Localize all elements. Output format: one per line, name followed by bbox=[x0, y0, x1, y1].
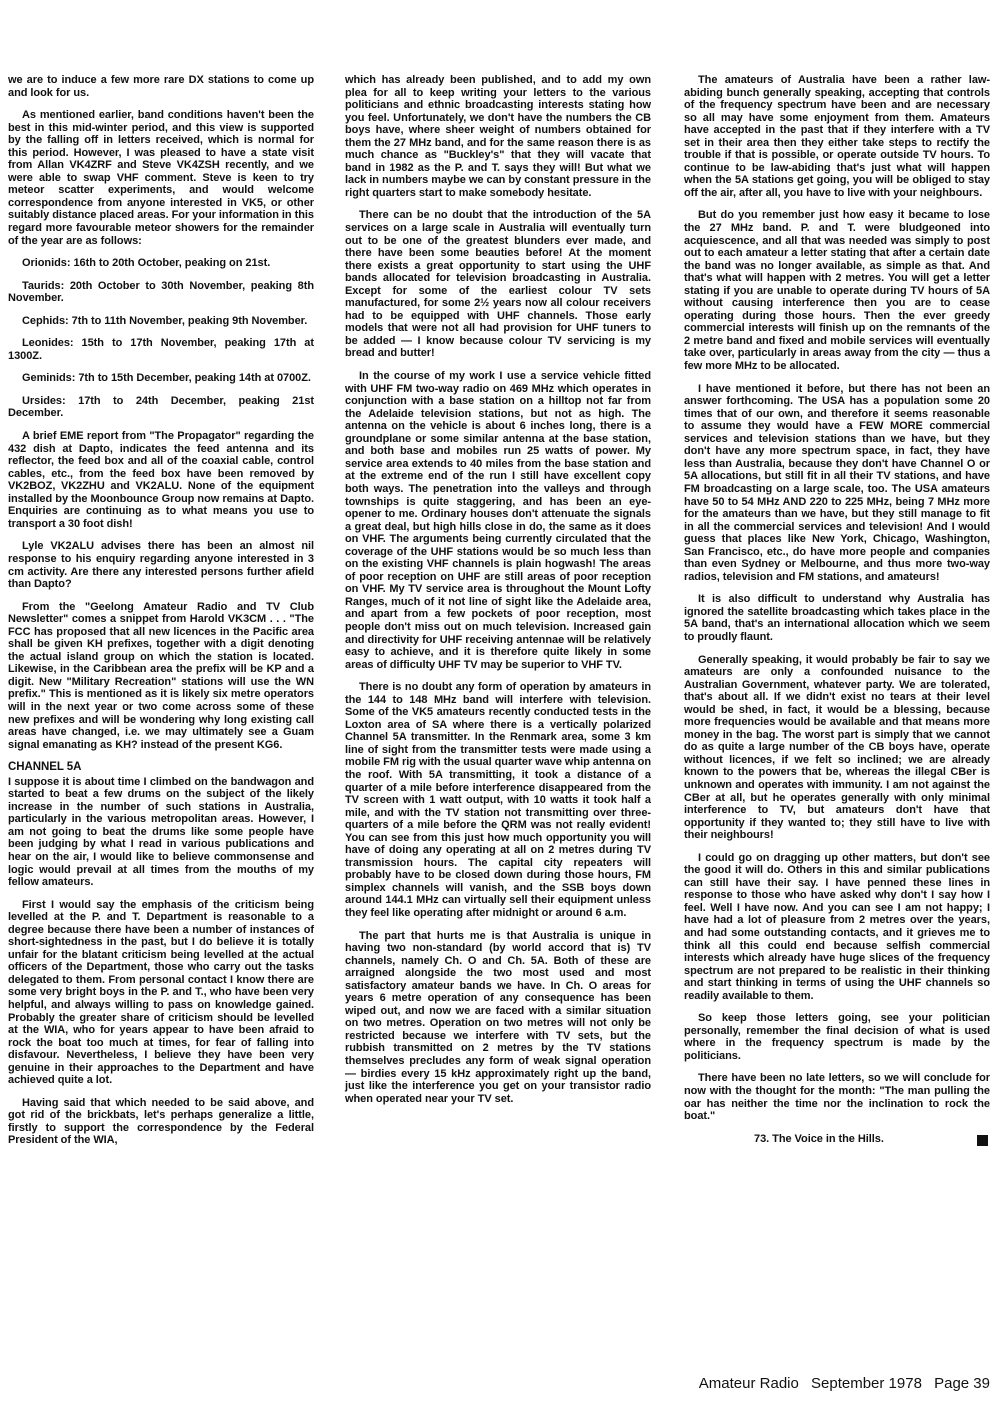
footer-page-number: Page 39 bbox=[934, 1375, 990, 1392]
paragraph: I could go on dragging up other matters, but don't see the good it will do. Others in this and similar publications can still have their say. I have penned these lines in response to those who have asked why don't I say how I feel. Well I have now. And you can see I am not happy; I have had a lot of pleasure from 2 metres over the years, and had some outstanding contacts, and it grieves me to think all this could end because selfish commercial interests which already have huge slices of the frequency spectrum are not prepared to be realistic in their thinking and start thinking in terms of using the UHF channels so readily available to them. bbox=[684, 851, 990, 1002]
paragraph: In the course of my work I use a service vehicle fitted with UHF FM two-way radio on 469 MHz which operates in conjunction with a base station on a hilltop not far from the Adelaide television stations, but not as high. The antenna on the vehicle is about 6 inches long, there is a groundplane or some similar antenna at the base station, and both base and mobiles run 25 watts of power. My service area extends to 40 miles from the base station and at the extreme end of the run I still have excellent copy both ways. The penetration into the valleys and through townships is quite staggering, and has been an eye-opener to me. Ordinary houses don't attenuate the signals a great deal, but high hills close in do, the same as it does on VHF. The arguments being currently circulated that the coverage of the UHF stations would be so much less than on the existing VHF channels is plain hogwash! The areas of poor reception on UHF are still areas of poor reception on VHF. My TV service area is throughout the Mount Lofty Ranges, much of it not line of sight like the Adelaide area, and apart from a few pockets of poor reception, most people don't miss out on much television. Increased gain and directivity for UHF receiving antennae will be relatively easy to achieve, and it is therefore quite likely in some areas of difficulty UHF TV may be superior to VHF TV. bbox=[345, 370, 651, 671]
column-3 bbox=[684, 74, 990, 1145]
paragraph: But do you remember just how easy it became to lose the 27 MHz band. P. and T. were bludgeoned into acquiescence, and all that was needed was simply to post out to each amateur a letter stating that after a certain date the band was no longer available, as simple as that. And that's what will happen with 2 metres. You will get a letter stating if you are unable to operate during TV hours of 5A without causing interference then you are to cease operating during those hours. Then the ever greedy commercial interests will finish up on the remnants of the 2 metre band and fixed and mobile services will eventually take over, particularly in areas away from the city — thus a few more MHz to be allocated. bbox=[684, 209, 990, 373]
paragraph: we are to induce a few more rare DX stations to come up and look for us. bbox=[8, 74, 314, 99]
section-heading: CHANNEL 5A bbox=[8, 761, 82, 774]
paragraph: The amateurs of Australia have been a rather law-abiding bunch generally speaking, accepting that controls of the frequency spectrum have been and are necessary so all may have some enjoyment from them. Amateurs have accepted in the past that if they interfere with a TV set in their area then they either take steps to rectify the trouble if that is possible, or operate outside TV hours. To continue to be law-abiding that's just what will happen when the 5A stations get going, you will be obliged to stay off the air, after all, you have to live with your neighbours. bbox=[684, 74, 990, 199]
paragraph: There have been no late letters, so we will conclude for now with the thought for the month: "The man pulling the oar has neither the time nor the inclination to rock the boat." bbox=[684, 1072, 990, 1123]
footer-issue: September 1978 bbox=[811, 1375, 922, 1392]
paragraph: There can be no doubt that the introduction of the 5A services on a large scale in Australia will eventually turn out to be one of the greatest blunders ever made, and there have been some beauties before! At the moment there exists a great opportunity to start using the UHF bands allocated for television broadcasting in Australia. Except for some of the earliest colour TV sets manufactured, for some 2½ years now all colour receivers had to be equipped with UHF channels. Those early models that were not all had provision for UHF tuners to be added — I know because colour TV servicing is my bread and butter! bbox=[345, 209, 651, 360]
footer-publication: Amateur Radio bbox=[698, 1375, 799, 1392]
paragraph: Geminids: 7th to 15th December, peaking 14th at 0700Z. bbox=[22, 372, 311, 385]
end-of-article-square-icon bbox=[977, 1135, 988, 1146]
paragraph: I have mentioned it before, but there has not been an answer forthcoming. The USA has a population some 20 times that of our own, and therefore it seems reasonable to assume they would have a FEW MORE commercial services and television stations than we have, but they don't have any more spectrum space, in fact, they have less than Australia, because they don't have Channel O or 5A allocations, but still fit in all their TV stations, and have FM broadcasting on a large scale, too. The USA amateurs have 50 to 54 MHz AND 220 to 225 MHz, being 7 MHz more for the amateurs than we have, but they still manage to fit in all the commercial services and television! And I would guess that places like New York, Chicago, Washington, San Francisco, etc., do have more people and companies than even Sydney or Melbourne, and thus more two-way radios, television and FM stations, and amateurs! bbox=[684, 382, 990, 583]
paragraph: Taurids: 20th October to 30th November, peaking 8th November. bbox=[8, 279, 314, 305]
paragraph: Lyle VK2ALU advises there has been an almost nil response to his enquiry regarding anyone interested in 3 cm activity. Are there any interested persons further afield than Dapto? bbox=[8, 540, 314, 591]
paragraph: It is also difficult to understand why Australia has ignored the satellite broadcasting which takes place in the 5A band, that's an international allocation which we seem to proudly flaunt. bbox=[684, 593, 990, 643]
paragraph: So keep those letters going, see your politician personally, remember the final decision of what is used where in the frequency spectrum is made by the politicians. bbox=[684, 1012, 990, 1062]
signature: 73. The Voice in the Hills. bbox=[754, 1132, 884, 1145]
paragraph: I suppose it is about time I climbed on the bandwagon and started to beat a few drums on the subject of the likely increase in the number of such stations in Australia, particularly in the various metropolitan areas. However, I am not going to beat the drums like some people have been judging by what I read in various publications and hear on the air, I would like to believe commonsense and logic would prevail at all times from the mouths of my fellow amateurs. bbox=[8, 775, 314, 889]
paragraph: Cephids: 7th to 11th November, peaking 9th November. bbox=[22, 314, 308, 327]
paragraph: Generally speaking, it would probably be fair to say we amateurs are only a confounded nuisance to the Australian Government, whatever party. We are tolerated, that's about all. If we didn't exist no tears at their level would be shed, in fact, it would be a blessing, because more frequencies would be available and that means more money in the bag. The worst part is simply that we cannot do as quite a large number of the CB boys have, operate without licences, if we felt so inclined; we are already known to the powers that be, whereas the illegal CBer is unknown and operates with immunity. I am not against the CBer at all, but he operates generally with only minimal interference to TV, but amateurs don't have that opportunity if they wanted to; they still have to live with their neighbours! bbox=[684, 653, 990, 842]
signature-line bbox=[684, 1133, 990, 1146]
paragraph: Orionids: 16th to 20th October, peaking on 21st. bbox=[22, 257, 271, 270]
column-2 bbox=[345, 74, 651, 1115]
column-1 bbox=[8, 74, 314, 1157]
paragraph: Having said that which needed to be said above, and got rid of the brickbats, let's perhaps generalize a little, firstly to support the correspondence by the Federal President of the WIA, bbox=[8, 1096, 314, 1147]
paragraph: As mentioned earlier, band conditions haven't been the best in this mid-winter period, and this view is supported by the falling off in letters received, which is normal for this period. However, I was pleased to have a state visit from Allan VK4ZRF and Steve VK4ZSH recently, and we were able to swap VHF comment. Steve is keen to try meteor scatter experiments, and would welcome correspondence from anyone interested in VK5, or other suitably distance placed areas. For your information in this regard more favourable meteor showers for the remainder of the year are as follows: bbox=[8, 109, 314, 247]
paragraph: Leonides: 15th to 17th November, peaking 17th at 1300Z. bbox=[8, 337, 314, 362]
paragraph: Ursides: 17th to 24th December, peaking 21st December. bbox=[8, 394, 314, 420]
page-footer bbox=[691, 1375, 990, 1392]
paragraph: which has already been published, and to add my own plea for all to keep writing your letters to the various politicians and ethnic broadcasting interests stating how you feel. Unfortunately, we don't have the numbers the CB boys have, where sheer weight of numbers obtained for them the 27 MHz band, and for the same reason there is as much chance as "Buckley's" that they will vacate that band in 1982 as the P. and T. says they will! But what we lack in numbers maybe we can by constant pressure in the right quarters start to make somebody hesitate. bbox=[345, 74, 651, 199]
paragraph: There is no doubt any form of operation by amateurs in the 144 to 148 MHz band will interfere with television. Some of the VK5 amateurs recently conducted tests in the Loxton area of SA where there is a vertically polarized Channel 5A transmitter. In the Renmark area, some 3 km line of sight from the transmitter tests were made using a mobile FM rig with the usual quarter wave whip antenna on the roof. With 5A transmitting, it took a distance of a quarter of a mile before interference disappeared from the TV screen with 1 watt output, with 10 watts it took half a mile, and with the TV station not transmitting over three-quarters of a mile before the QRM was not really evident! You can see from this just how much opportunity you will have of doing any operating at all on 2 metres during TV transmission hours. The capital city repeaters will probably have to be closed down during those hours, FM simplex channels will vanish, and the SSB boys down around 144.1 MHz can virtually sell their equipment unless they feel like operating after midnight or around 6 a.m. bbox=[345, 681, 651, 919]
paragraph: First I would say the emphasis of the criticism being levelled at the P. and T. Department is reasonable to a degree because there have been a number of instances of short-sightedness in the past, but I do believe it is totally unfair for the blatant criticism being levelled at the actual officers of the Department, those who carry out the tasks delegated to them. From personal contact I know there are some very bright boys in the P. and T., who have been very helpful, and always willing to pass on knowledge gained. Probably the greater share of criticism should be levelled at the WIA, who for years appear to have been afraid to rock the boat too much at times, for fear of falling into disfavour. Nevertheless, I believe they have been very genuine in their approaches to the Department and have achieved quite a lot. bbox=[8, 898, 314, 1087]
paragraph: A brief EME report from "The Propagator" regarding the 432 dish at Dapto, indicates the feed antenna and its reflector, the feed box and all of the coaxial cable, control cables, etc., from the feed box have been removed by VK2BOZ, VK2ZHU and VK2ALU. None of the equipment installed by the Moonbounce Group now remains at Dapto. Enquiries are continuing as to what means you use to transport a 30 foot dish! bbox=[8, 430, 314, 530]
paragraph: The part that hurts me is that Australia is unique in having two non-standard (by world accord that is) TV channels, namely Ch. O and Ch. 5A. Both of these are arraigned alongside the two most used and most satisfactory amateur bands we have. In Ch. O areas for years 6 metre operation of any consequence has been wiped out, and now we are faced with a similar situation on two metres. Operation on two metres will not only be restricted because we interfere with TV sets, but the rubbish transmitted on 2 metres by the TV stations themselves precludes any form of weak signal operation — birdies every 15 kHz approximately right up the band, just like the interference you get on your transistor radio when operated near your TV set. bbox=[345, 929, 651, 1105]
paragraph: From the "Geelong Amateur Radio and TV Club Newsletter" comes a snippet from Harold VK3CM . . . "The FCC has proposed that all new licences in the Pacific area shall be given KH prefixes, together with a digit denoting the actual island group on which the station is located. Likewise, in the Caribbean area the prefix will be KP and a digit. New "Military Recreation" stations will use the WN prefix." This is mentioned as it is likely six metre operators will in the next year or two come across some of these new prefixes and will be wondering why long existing call areas have changed, i.e. we may ultimately see a Guam signal emanating as KH? instead of the present KG6. bbox=[8, 600, 314, 751]
